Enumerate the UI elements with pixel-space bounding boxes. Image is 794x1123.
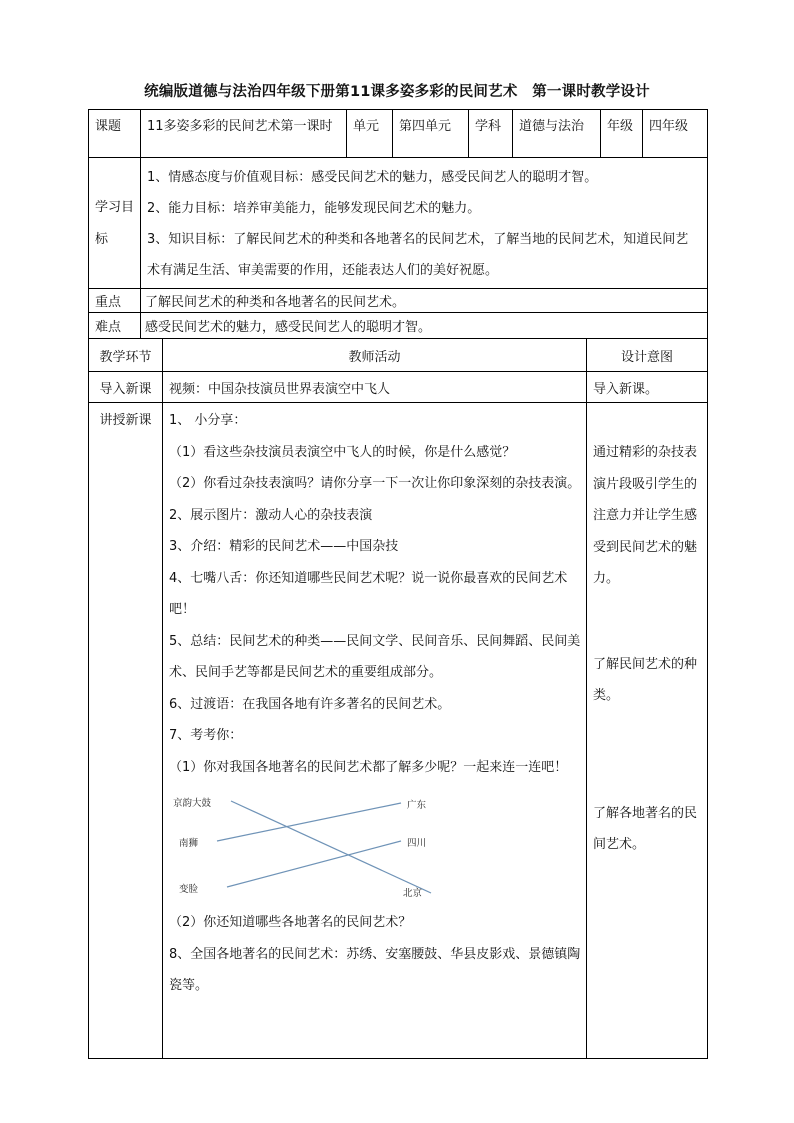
teach-intent [587, 403, 708, 1059]
intro-intent: 导入新课。 [587, 372, 708, 403]
teach-activity [163, 403, 587, 1059]
header-activity: 教师活动 [163, 339, 587, 372]
teaching-process-table [88, 338, 708, 1059]
intro-stage: 导入新课 [89, 372, 163, 403]
difficulty-label: 难点 [89, 313, 141, 339]
unit-label: 单元 [347, 110, 393, 158]
intent-item: 了解各地著名的民间艺术。 [593, 805, 698, 852]
lesson-label: 课题 [89, 110, 141, 158]
activity-line: （1）你对我国各地著名的民间艺术都了解多少呢？一起来连一连吧！ [169, 759, 568, 775]
match-left-item: 京韵大鼓 [173, 798, 212, 809]
subject-label: 学科 [469, 110, 513, 158]
unit-value: 第四单元 [393, 110, 469, 158]
document-title: 统编版道德与法治四年级下册第11课多姿多彩的民间艺术 第一课时教学设计 [144, 84, 650, 100]
match-right-item: 四川 [407, 838, 427, 849]
objectives-list [141, 158, 708, 289]
activity-line: 3、介绍：精彩的民间艺术——中国杂技 [169, 539, 399, 554]
subject-value: 道德与法治 [513, 110, 601, 158]
match-left-item: 变脸 [179, 884, 199, 895]
match-right-item: 广东 [407, 800, 427, 811]
key-point-label: 重点 [89, 289, 141, 313]
activity-line: 6、过渡语：在我国各地有许多著名的民间艺术。 [169, 696, 451, 712]
activity-line: 8、全国各地著名的民间艺术：苏绣、安塞腰鼓、华县皮影戏、景德镇陶瓷等。 [169, 946, 581, 993]
teach-stage: 讲授新课 [89, 403, 163, 1059]
lesson-info-table [88, 109, 708, 339]
grade-label: 年级 [601, 110, 643, 158]
match-line [217, 803, 401, 841]
objective-item: 2、能力目标：培养审美能力，能够发现民间艺术的魅力。 [147, 201, 481, 216]
lesson-value: 11多姿多彩的民间艺术第一课时 [141, 110, 347, 158]
activity-line: （2）你还知道哪些各地著名的民间艺术？ [169, 915, 412, 930]
activity-line: 7、考考你： [169, 728, 243, 743]
activity-line: 5、总结：民间艺术的种类——民间文学、民间音乐、民间舞蹈、民间美术、民间手艺等都是民间艺术的重要组成部分。 [169, 633, 581, 680]
difficulty-text: 感受民间艺术的魅力，感受民间艺人的聪明才智。 [141, 313, 708, 339]
key-point-text: 了解民间艺术的种类和各地著名的民间艺术。 [141, 289, 708, 313]
activity-line: 4、七嘴八舌：你还知道哪些民间艺术呢？说一说你最喜欢的民间艺术吧！ [169, 570, 568, 617]
header-stage: 教学环节 [89, 339, 163, 372]
match-left-item: 南狮 [179, 838, 199, 849]
intent-item: 了解民间艺术的种类。 [593, 656, 698, 703]
match-line [227, 841, 401, 887]
matching-exercise-image [169, 789, 586, 907]
grade-value: 四年级 [643, 110, 708, 158]
intro-activity: 视频：中国杂技演员世界表演空中飞人 [163, 372, 587, 403]
match-right-item: 北京 [403, 888, 423, 899]
activity-line: 1、 小分享： [169, 413, 247, 428]
objective-item: 1、情感态度与价值观目标：感受民间艺术的魅力，感受民间艺人的聪明才智。 [147, 170, 598, 185]
activity-line: （2）你看过杂技表演吗？请你分享一下一次让你印象深刻的杂技表演。 [169, 476, 581, 491]
activity-line: 2、展示图片：激动人心的杂技表演 [169, 507, 373, 523]
intent-item: 通过精彩的杂技表演片段吸引学生的注意力并让学生感受到民间艺术的魅力。 [593, 445, 698, 586]
objectives-label: 学习目标 [89, 158, 141, 289]
match-line [231, 801, 431, 893]
header-intent: 设计意图 [587, 339, 708, 372]
objective-item: 3、知识目标：了解民间艺术的种类和各地著名的民间艺术，了解当地的民间艺术，知道民间艺术有满足生活、审美需要的作用，还能表达人们的美好祝愿。 [147, 232, 689, 278]
activity-line: （1）看这些杂技演员表演空中飞人的时候，你是什么感觉？ [169, 444, 516, 460]
